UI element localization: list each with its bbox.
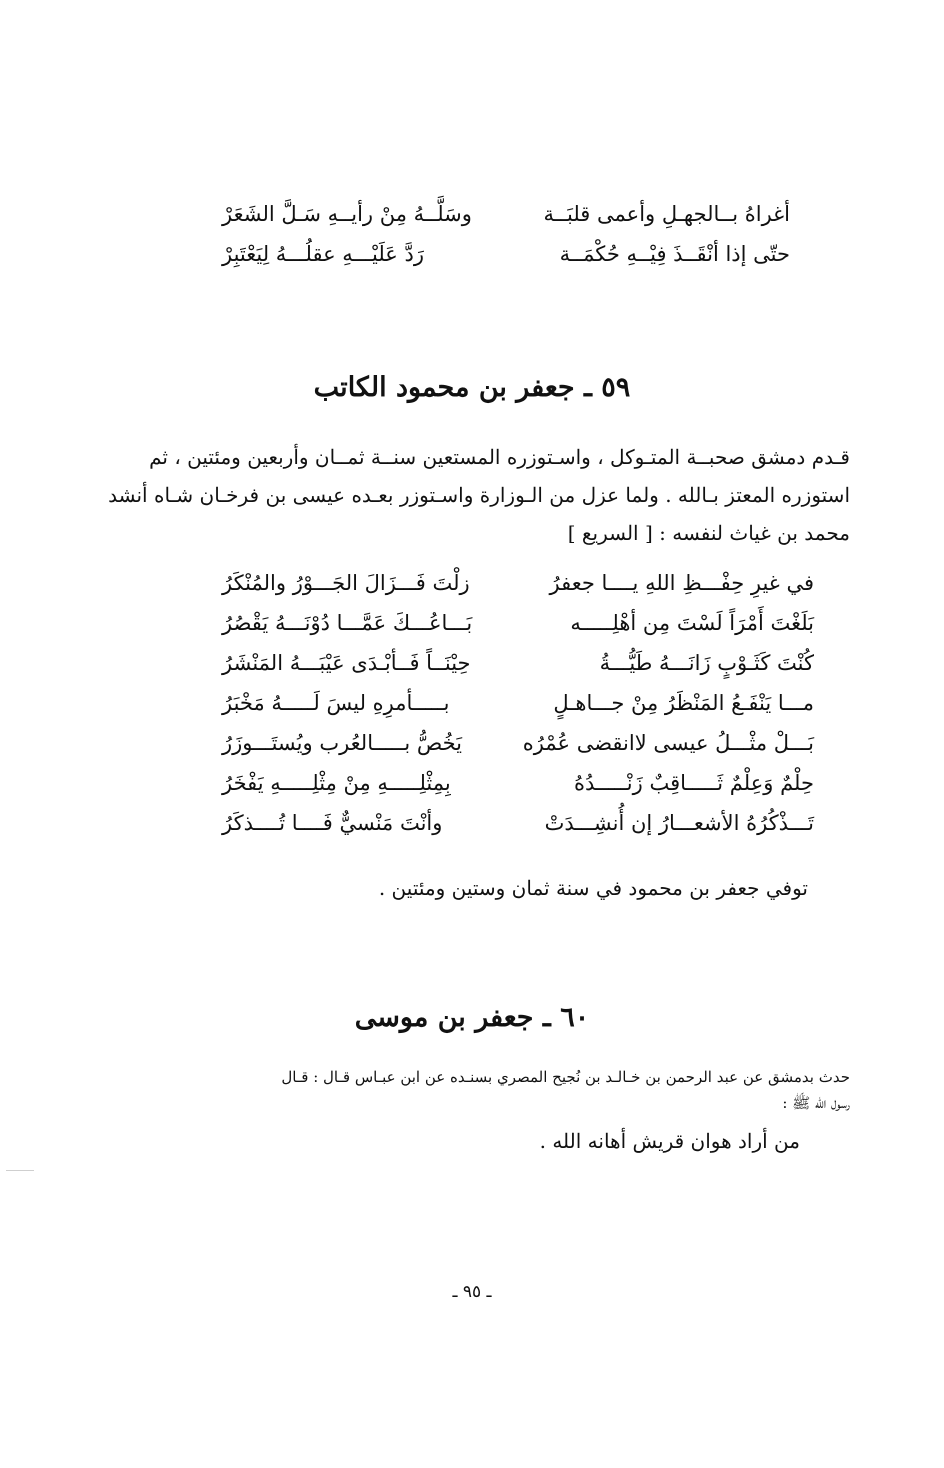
section-60-hadith-text xyxy=(400,1122,800,1160)
verse-first-hemistich: بَـــلْ مثْـــلُ عيسى لاانقضى عُمْرُه xyxy=(522,731,814,755)
page-number: ـ ٩٥ ـ xyxy=(452,1282,492,1302)
prose-line: استوزره المعتز بـالله . ولما عزل من الـوزارة واسـتوزر بعـده عيسى بن فرخـان شـاه أنشد xyxy=(108,483,850,507)
verse-second-hemistich: زلْتَ فَـــزَالَ الجَـــوْرُ والمُنْكَرُ xyxy=(222,571,470,595)
verse-second-hemistich: بـــــأمرِهِ ليسَ لَـــــهُ مَخْبَرُ xyxy=(222,691,450,715)
verse-second-hemistich: وأنْتَ مَنْسيٌّ فَــــا تُــــذكَرُ xyxy=(222,811,443,835)
verse-first-hemistich: بَلَغْتَ أَمْرَاً لَسْتَ مِن أهْلِـــــه xyxy=(570,611,814,635)
prose-line: قـدم دمشق صحبــة المتـوكل ، واسـتوزره المستعين سنــة ثمــان وأربعين ومئتين ، ثم xyxy=(149,445,850,469)
prose-line: توفي جعفر بن محمود في سنة ثمان وستين ومئتين . xyxy=(378,876,808,900)
section-59-heading: ٥٩ ـ جعفر بن محمود الكاتب xyxy=(313,372,631,403)
section-59-death-note xyxy=(158,869,808,907)
verse-first-hemistich: مـــا يَنْفَـعُ المَنْظَرُ مِنْ جـــاهـلٍ xyxy=(553,691,814,715)
prose-line: محمد بن غياث لنفسه : [ السريع ] xyxy=(567,521,850,545)
section-59-intro xyxy=(108,438,850,552)
prose-line: رسول الله ﷺ : xyxy=(782,1094,850,1112)
verse-first-hemistich: حتّى إذا أنْقَــذَ فِيْــهِ حُكْمَــة xyxy=(559,242,790,266)
verse-line xyxy=(222,643,814,683)
opening-poem xyxy=(222,194,790,274)
section-59-poem xyxy=(222,563,814,843)
section-60-heading: ٦٠ ـ جعفر بن موسى xyxy=(354,1002,590,1033)
verse-line xyxy=(222,603,814,643)
verse-line xyxy=(222,234,790,274)
verse-second-hemistich: وسَلَّــهُ مِنْ رأيــهِ سَـلَّ الشَعَرْ xyxy=(222,202,472,226)
verse-first-hemistich: تَـــذْكُرُهُ الأشعـــارُ إن أُنشِـــدَتْ xyxy=(544,811,814,835)
verse-line xyxy=(222,683,814,723)
verse-line xyxy=(222,803,814,843)
verse-second-hemistich: رَدَّ عَلَيْـــهِ عقلُـــهُ لِيَعْتَبِرْ xyxy=(222,242,425,266)
verse-line xyxy=(222,194,790,234)
margin-mark xyxy=(6,1170,34,1171)
verse-line xyxy=(222,723,814,763)
section-60-isnad xyxy=(158,1064,850,1116)
verse-first-hemistich: أغراهُ بــالجهـلِ وأعمى قلبَــة xyxy=(543,202,790,226)
verse-line xyxy=(222,563,814,603)
verse-second-hemistich: بِمِثْلِـــــهِ مِنْ مِثْلِـــــهِ يَفْخَرُ xyxy=(222,771,451,795)
verse-first-hemistich: حِلْمٌ وَعِلْمٌ ثَـــــاقِبٌ زَنْـــــدُهُ xyxy=(574,771,814,795)
prose-line: حدث بدمشق عن عبد الرحمن بن خـالـد بن نُجيح المصري بسنـده عن ابن عبـاس قـال : قـال xyxy=(281,1068,850,1086)
verse-first-hemistich: كُنْتَ كَثَـوْبٍ زَانَـــهُ طَيُّـــةُ xyxy=(599,651,814,675)
verse-second-hemistich: حِيْنَــاً فَــأبْـدَى عَيْبَـــهُ المَنْشَرُ xyxy=(222,651,471,675)
verse-second-hemistich: يَخُصُّ بـــــالعُرب ويُستَـــوزَرُ xyxy=(222,731,463,755)
prose-line: من أراد هوان قريش أهانه الله . xyxy=(539,1129,800,1153)
verse-first-hemistich: في غيرِ حِفْـــظِ اللهِ يــــا جعفرُ xyxy=(549,571,814,595)
verse-line xyxy=(222,763,814,803)
verse-second-hemistich: بَـــاعُـــكَ عَمَّـــا دُوْنَـــهُ يَقْصُرُ xyxy=(222,611,473,635)
